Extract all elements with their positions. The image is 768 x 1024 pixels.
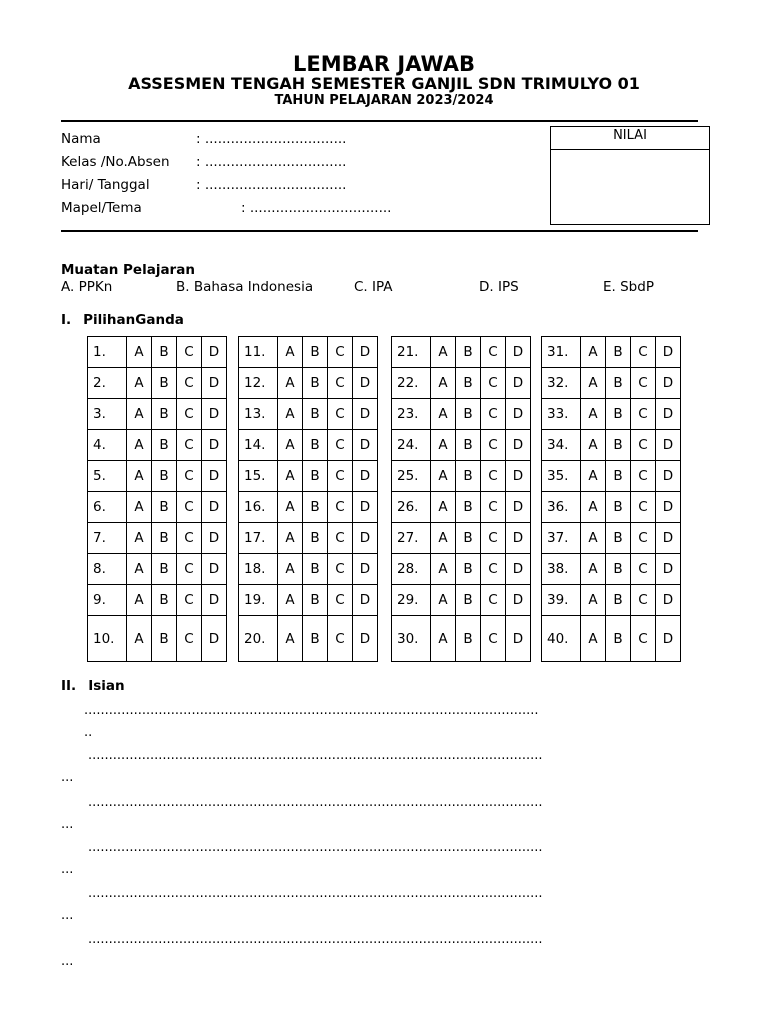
answer-grid-3 [391,336,531,662]
question-number: 34. [542,430,581,461]
choice-c[interactable]: C [177,554,202,585]
choice-a[interactable]: A [127,585,152,616]
essay-line[interactable]: .............................................................................................................. [88,886,543,901]
choice-c[interactable]: C [328,523,353,554]
answer-row [88,523,227,554]
answer-row [88,616,227,662]
choice-a[interactable]: A [127,492,152,523]
choice-d[interactable]: D [506,368,531,399]
essay-line[interactable]: .............................................................................................................. [88,748,543,763]
name-label: Nama [61,131,101,147]
answer-row [542,616,681,662]
choice-d[interactable]: D [353,616,378,662]
choice-c[interactable]: C [328,430,353,461]
exam-subtitle: ASSESMEN TENGAH SEMESTER GANJIL SDN TRIMULYO 01 [128,74,640,93]
choice-d[interactable]: D [506,430,531,461]
question-number: 11. [239,337,278,368]
choice-c[interactable]: C [328,399,353,430]
answer-row [239,337,378,368]
option-ppkn: A. PPKn [61,279,113,295]
question-number: 38. [542,554,581,585]
essay-line-cont: ... [61,908,74,923]
answer-row [542,492,681,523]
section-number: I. [61,312,72,328]
question-number: 8. [88,554,127,585]
choice-a[interactable]: A [431,399,456,430]
answer-grid-2 [238,336,378,662]
subject-label: Mapel/Tema [61,200,142,216]
choice-d[interactable]: D [202,461,227,492]
choice-b[interactable]: B [303,368,328,399]
choice-b[interactable]: B [303,554,328,585]
choice-a[interactable]: A [278,554,303,585]
essay-line-cont: .. [84,725,93,740]
answer-row [239,368,378,399]
choice-b[interactable]: B [152,492,177,523]
choice-c[interactable]: C [631,492,656,523]
score-box[interactable] [550,126,710,225]
choice-a[interactable]: A [431,492,456,523]
answer-row [542,399,681,430]
choice-a[interactable]: A [431,368,456,399]
choice-a[interactable]: A [431,616,456,662]
choice-a[interactable]: A [431,430,456,461]
choice-c[interactable]: C [481,368,506,399]
choice-a[interactable]: A [581,337,606,368]
choice-a[interactable]: A [278,616,303,662]
question-number: 36. [542,492,581,523]
choice-d[interactable]: D [656,585,681,616]
choice-b[interactable]: B [456,523,481,554]
answer-row [542,337,681,368]
date-field[interactable]: : ................................. [196,177,347,193]
question-number: 10. [88,616,127,662]
choice-a[interactable]: A [581,368,606,399]
question-number: 2. [88,368,127,399]
choice-a[interactable]: A [278,337,303,368]
choice-b[interactable]: B [456,492,481,523]
choice-d[interactable]: D [506,554,531,585]
choice-d[interactable]: D [202,492,227,523]
choice-c[interactable]: C [328,492,353,523]
question-number: 31. [542,337,581,368]
choice-d[interactable]: D [353,461,378,492]
answer-row [88,430,227,461]
choice-d[interactable]: D [656,554,681,585]
choice-c[interactable]: C [177,616,202,662]
choice-c[interactable]: C [177,337,202,368]
choice-b[interactable]: B [303,585,328,616]
choice-d[interactable]: D [506,523,531,554]
choice-c[interactable]: C [481,523,506,554]
question-number: 33. [542,399,581,430]
option-bahasa-indonesia: B. Bahasa Indonesia [176,279,314,295]
choice-b[interactable]: B [152,461,177,492]
question-number: 26. [392,492,431,523]
choice-a[interactable]: A [127,399,152,430]
essay-line[interactable]: .............................................................................................................. [88,795,543,810]
choice-b[interactable]: B [456,616,481,662]
choice-b[interactable]: B [606,492,631,523]
answer-row [542,554,681,585]
question-number: 28. [392,554,431,585]
choice-b[interactable]: B [152,616,177,662]
option-ipa: C. IPA [354,279,393,295]
choice-c[interactable]: C [177,399,202,430]
choice-b[interactable]: B [152,430,177,461]
date-label: Hari/ Tanggal [61,177,150,193]
choice-b[interactable]: B [303,492,328,523]
choice-c[interactable]: C [631,461,656,492]
choice-a[interactable]: A [431,337,456,368]
choice-c[interactable]: C [631,554,656,585]
choice-c[interactable]: C [328,585,353,616]
question-number: 7. [88,523,127,554]
choice-d[interactable]: D [506,492,531,523]
choice-c[interactable]: C [631,337,656,368]
question-number: 14. [239,430,278,461]
question-number: 27. [392,523,431,554]
choice-c[interactable]: C [631,399,656,430]
choice-c[interactable]: C [177,585,202,616]
choice-a[interactable]: A [431,554,456,585]
choice-b[interactable]: B [303,337,328,368]
choice-b[interactable]: B [606,585,631,616]
class-label: Kelas /No.Absen [61,154,170,170]
choice-c[interactable]: C [481,554,506,585]
choice-d[interactable]: D [202,399,227,430]
choice-c[interactable]: C [631,585,656,616]
choice-d[interactable]: D [656,461,681,492]
section-title: Isian [88,678,125,694]
question-number: 39. [542,585,581,616]
name-field[interactable]: : ................................. [196,131,347,147]
question-number: 30. [392,616,431,662]
choice-c[interactable]: C [328,337,353,368]
question-number: 13. [239,399,278,430]
choice-a[interactable]: A [127,430,152,461]
choice-d[interactable]: D [656,368,681,399]
question-number: 1. [88,337,127,368]
choice-b[interactable]: B [152,554,177,585]
answer-row [239,461,378,492]
answer-grid-1 [87,336,227,662]
answer-row [88,492,227,523]
answer-row [88,399,227,430]
choice-a[interactable]: A [278,430,303,461]
answer-row [542,585,681,616]
answer-grid-4 [541,336,681,662]
choice-a[interactable]: A [581,430,606,461]
choice-b[interactable]: B [456,585,481,616]
choice-d[interactable]: D [353,585,378,616]
choice-d[interactable]: D [353,368,378,399]
choice-d[interactable]: D [353,399,378,430]
choice-c[interactable]: C [177,523,202,554]
question-number: 4. [88,430,127,461]
answer-row [239,399,378,430]
answer-row [88,461,227,492]
choice-c[interactable]: C [631,616,656,662]
answer-row [392,616,531,662]
choice-a[interactable]: A [581,616,606,662]
question-number: 18. [239,554,278,585]
choice-b[interactable]: B [152,399,177,430]
essay-line-cont: ... [61,770,74,785]
choice-a[interactable]: A [431,461,456,492]
choice-a[interactable]: A [431,585,456,616]
bottom-divider [61,230,698,232]
choice-b[interactable]: B [456,554,481,585]
answer-row [392,585,531,616]
answer-row [392,523,531,554]
answer-row [392,337,531,368]
page-title: LEMBAR JAWAB [293,52,475,76]
choice-a[interactable]: A [127,523,152,554]
choice-b[interactable]: B [606,461,631,492]
section-title: PilihanGanda [83,312,184,328]
choice-a[interactable]: A [581,492,606,523]
choice-c[interactable]: C [481,430,506,461]
choice-a[interactable]: A [127,337,152,368]
choice-d[interactable]: D [202,430,227,461]
choice-d[interactable]: D [202,554,227,585]
choice-d[interactable]: D [506,585,531,616]
choice-c[interactable]: C [631,523,656,554]
choice-b[interactable]: B [606,616,631,662]
score-label: NILAI [551,127,709,150]
question-number: 15. [239,461,278,492]
choice-a[interactable]: A [127,554,152,585]
choice-a[interactable]: A [581,461,606,492]
question-number: 20. [239,616,278,662]
question-number: 21. [392,337,431,368]
question-number: 22. [392,368,431,399]
essay-line[interactable]: .............................................................................................................. [84,703,539,718]
choice-c[interactable]: C [328,461,353,492]
choice-d[interactable]: D [202,523,227,554]
answer-row [239,585,378,616]
choice-d[interactable]: D [353,337,378,368]
choice-a[interactable]: A [581,399,606,430]
choice-a[interactable]: A [278,461,303,492]
choice-c[interactable]: C [481,492,506,523]
choice-c[interactable]: C [481,337,506,368]
option-sbdp: E. SbdP [603,279,654,295]
choice-a[interactable]: A [278,399,303,430]
choice-b[interactable]: B [456,461,481,492]
answer-row [239,430,378,461]
choice-d[interactable]: D [656,399,681,430]
answer-row [239,492,378,523]
essay-line-cont: ... [61,862,74,877]
section-multiple-choice-heading [61,312,184,328]
choice-b[interactable]: B [456,430,481,461]
choice-a[interactable]: A [127,616,152,662]
essay-line-cont: ... [61,954,74,969]
choice-d[interactable]: D [353,430,378,461]
choice-c[interactable]: C [631,430,656,461]
choice-a[interactable]: A [581,523,606,554]
choice-d[interactable]: D [202,616,227,662]
answer-row [88,368,227,399]
choice-b[interactable]: B [456,399,481,430]
choice-c[interactable]: C [481,585,506,616]
essay-line[interactable]: .............................................................................................................. [88,840,543,855]
choice-b[interactable]: B [303,461,328,492]
choice-b[interactable]: B [303,399,328,430]
question-number: 5. [88,461,127,492]
choice-d[interactable]: D [202,337,227,368]
choice-b[interactable]: B [152,585,177,616]
choice-d[interactable]: D [506,337,531,368]
choice-b[interactable]: B [152,523,177,554]
choice-d[interactable]: D [656,430,681,461]
school-year: TAHUN PELAJARAN 2023/2024 [274,93,494,108]
question-number: 32. [542,368,581,399]
question-number: 12. [239,368,278,399]
choice-a[interactable]: A [127,461,152,492]
question-number: 35. [542,461,581,492]
subject-content-title: Muatan Pelajaran [61,262,195,278]
section-essay-heading [61,678,125,694]
choice-d[interactable]: D [202,585,227,616]
answer-row [392,461,531,492]
choice-b[interactable]: B [606,368,631,399]
choice-d[interactable]: D [202,368,227,399]
answer-row [88,554,227,585]
choice-c[interactable]: C [631,368,656,399]
choice-a[interactable]: A [278,523,303,554]
answer-row [542,368,681,399]
question-number: 24. [392,430,431,461]
choice-b[interactable]: B [152,368,177,399]
choice-c[interactable]: C [328,616,353,662]
question-number: 19. [239,585,278,616]
answer-row [239,523,378,554]
answer-row [88,337,227,368]
choice-d[interactable]: D [656,523,681,554]
choice-c[interactable]: C [481,461,506,492]
top-divider [61,120,698,122]
answer-row [239,554,378,585]
choice-d[interactable]: D [506,461,531,492]
choice-b[interactable]: B [456,337,481,368]
answer-row [392,430,531,461]
choice-c[interactable]: C [328,368,353,399]
choice-c[interactable]: C [177,368,202,399]
question-number: 29. [392,585,431,616]
question-number: 37. [542,523,581,554]
question-number: 16. [239,492,278,523]
choice-a[interactable]: A [278,585,303,616]
choice-c[interactable]: C [328,554,353,585]
choice-c[interactable]: C [481,399,506,430]
choice-b[interactable]: B [606,554,631,585]
class-field[interactable]: : ................................. [196,154,347,170]
option-ips: D. IPS [479,279,519,295]
subject-field[interactable]: : ................................. [241,200,392,216]
choice-c[interactable]: C [177,492,202,523]
choice-b[interactable]: B [606,399,631,430]
answer-row [239,616,378,662]
choice-c[interactable]: C [177,430,202,461]
question-number: 17. [239,523,278,554]
choice-b[interactable]: B [303,430,328,461]
answer-row [542,430,681,461]
choice-d[interactable]: D [506,399,531,430]
choice-d[interactable]: D [353,554,378,585]
choice-b[interactable]: B [152,337,177,368]
choice-a[interactable]: A [127,368,152,399]
choice-a[interactable]: A [581,554,606,585]
question-number: 3. [88,399,127,430]
answer-row [392,399,531,430]
answer-row [392,554,531,585]
choice-c[interactable]: C [481,616,506,662]
choice-a[interactable]: A [431,523,456,554]
question-number: 6. [88,492,127,523]
question-number: 25. [392,461,431,492]
answer-row [542,461,681,492]
answer-row [392,492,531,523]
choice-d[interactable]: D [506,616,531,662]
choice-d[interactable]: D [656,616,681,662]
choice-c[interactable]: C [177,461,202,492]
answer-row [392,368,531,399]
answer-row [542,523,681,554]
choice-d[interactable]: D [656,337,681,368]
choice-b[interactable]: B [303,523,328,554]
choice-b[interactable]: B [606,337,631,368]
choice-b[interactable]: B [456,368,481,399]
answer-row [88,585,227,616]
question-number: 40. [542,616,581,662]
choice-a[interactable]: A [278,368,303,399]
choice-a[interactable]: A [278,492,303,523]
question-number: 9. [88,585,127,616]
choice-b[interactable]: B [606,430,631,461]
choice-b[interactable]: B [303,616,328,662]
essay-line-cont: ... [61,817,74,832]
question-number: 23. [392,399,431,430]
section-number: II. [61,678,77,694]
essay-line[interactable]: .............................................................................................................. [88,932,543,947]
choice-d[interactable]: D [353,492,378,523]
choice-d[interactable]: D [353,523,378,554]
choice-b[interactable]: B [606,523,631,554]
choice-d[interactable]: D [656,492,681,523]
choice-a[interactable]: A [581,585,606,616]
